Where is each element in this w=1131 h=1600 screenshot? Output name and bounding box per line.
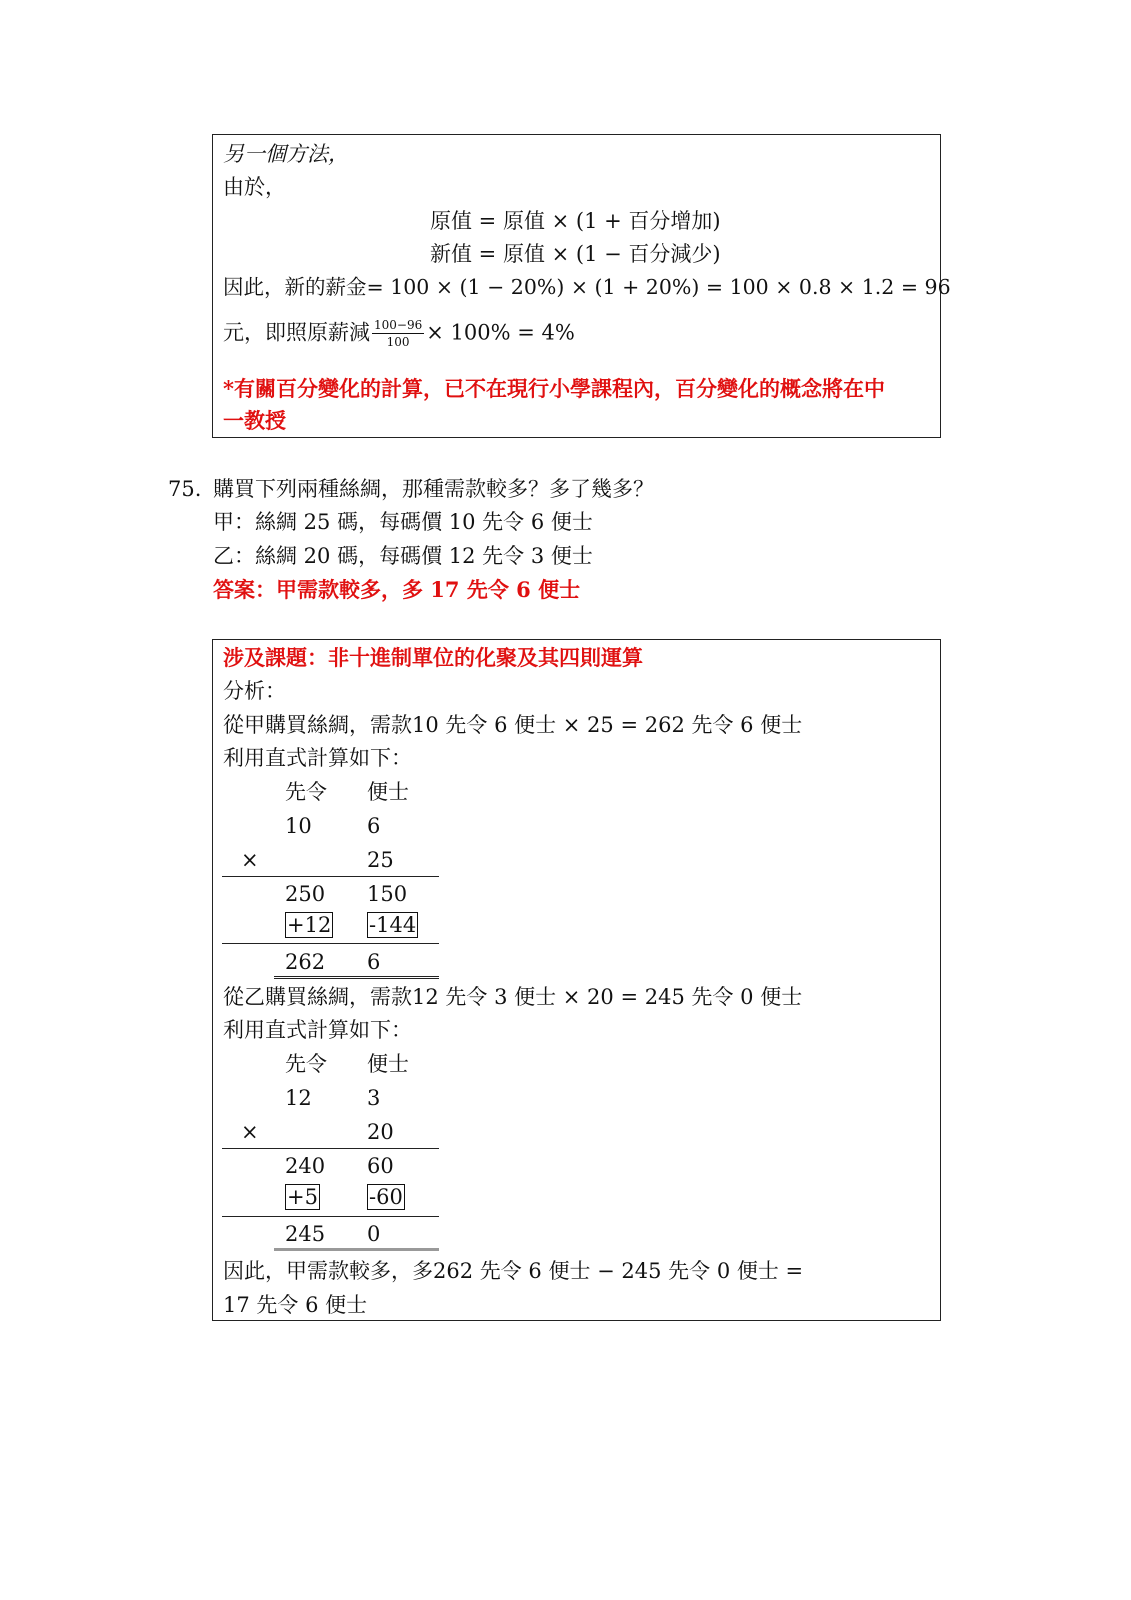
curriculum-note-line2: 一教授 xyxy=(223,408,286,433)
table-a-rule-1 xyxy=(222,876,439,877)
table-a-r5-pence: 6 xyxy=(367,950,381,974)
table-b-carry-shillings xyxy=(285,1187,320,1208)
table-b-rule-1 xyxy=(222,1148,439,1149)
table-a-double-rule xyxy=(274,976,439,979)
question-text: 購買下列兩種絲綢，那種需款較多？多了幾多？ xyxy=(213,477,654,501)
topic-heading: 涉及課題：非十進制單位的化聚及其四則運算 xyxy=(223,645,643,670)
conclusion-line1: 因此，甲需款較多，多262 先令 6 便士 − 245 先令 0 便士 = xyxy=(223,1259,804,1283)
curriculum-note-line1: *有關百分變化的計算，已不在現行小學課程內，百分變化的概念將在中 xyxy=(223,376,885,401)
table-a-rule-2 xyxy=(222,943,439,944)
table-a-carry-pence xyxy=(367,915,418,936)
method-label-a: 利用直式計算如下： xyxy=(223,746,412,770)
table-b-carry-shillings-box: +5 xyxy=(287,1185,318,1209)
percentage-result xyxy=(223,318,575,350)
table-b-r3-pence: 60 xyxy=(367,1154,394,1178)
table-a-header-pence: 便士 xyxy=(367,780,409,804)
table-a-r3-shillings: 250 xyxy=(285,882,326,906)
formula-decrease: 新值 = 原值 × (1 − 百分減少) xyxy=(430,242,721,266)
percentage-result-suffix: × 100% = 4% xyxy=(426,320,575,345)
fraction-denominator: 100 xyxy=(386,335,410,350)
table-a-multiplier: 25 xyxy=(367,848,394,872)
table-b-double-rule xyxy=(274,1248,439,1251)
table-a-times-sign: × xyxy=(241,848,259,872)
conclusion-line2: 17 先令 6 便士 xyxy=(223,1293,368,1317)
table-a-carry-shillings xyxy=(285,915,333,936)
method-label-b: 利用直式計算如下： xyxy=(223,1018,412,1042)
analysis-label: 分析： xyxy=(223,679,286,703)
formula-increase: 原值 = 原值 × (1 + 百分增加) xyxy=(430,209,721,233)
table-a-carry-shillings-box: +12 xyxy=(287,913,332,937)
fraction xyxy=(372,318,424,350)
calculation-a: 從甲購買絲綢，需款10 先令 6 便士 × 25 = 262 先令 6 便士 xyxy=(223,713,803,737)
table-a-r3-pence: 150 xyxy=(367,882,408,906)
calculation-b: 從乙購買絲綢，需款12 先令 3 便士 × 20 = 245 先令 0 便士 xyxy=(223,985,803,1009)
table-a-r1-shillings: 10 xyxy=(285,814,312,838)
table-b-r5-pence: 0 xyxy=(367,1222,381,1246)
table-b-times-sign: × xyxy=(241,1120,259,1144)
table-b-carry-pence-box: -60 xyxy=(369,1185,403,1209)
table-b-multiplier: 20 xyxy=(367,1120,394,1144)
table-b-r1-shillings: 12 xyxy=(285,1086,312,1110)
table-b-rule-2 xyxy=(222,1216,439,1217)
table-b-header-pence: 便士 xyxy=(367,1052,409,1076)
fraction-numerator: 100−96 xyxy=(372,318,424,334)
solution-box xyxy=(212,639,941,1321)
option-b: 乙：絲綢 20 碼，每碼價 12 先令 3 便士 xyxy=(213,544,593,568)
question-number: 75. xyxy=(168,477,202,501)
table-b-r1-pence: 3 xyxy=(367,1086,381,1110)
since-label: 由於， xyxy=(223,175,286,199)
alternative-method-heading: 另一個方法， xyxy=(223,142,349,166)
table-a-r1-pence: 6 xyxy=(367,814,381,838)
table-b-r5-shillings: 245 xyxy=(285,1222,326,1246)
new-salary-calculation: 因此，新的薪金= 100 × (1 − 20%) × (1 + 20%) = 100 × 0.8 × 1.2 = 96 xyxy=(223,275,951,299)
table-b-header-shillings: 先令 xyxy=(285,1052,327,1076)
option-a: 甲：絲綢 25 碼，每碼價 10 先令 6 便士 xyxy=(213,510,593,534)
table-a-header-shillings: 先令 xyxy=(285,780,327,804)
table-a-r5-shillings: 262 xyxy=(285,950,326,974)
answer: 答案：甲需款較多，多 17 先令 6 便士 xyxy=(213,577,581,602)
table-a-carry-pence-box: -144 xyxy=(369,913,417,937)
percentage-result-prefix: 元，即照原薪減 xyxy=(223,320,370,345)
table-b-carry-pence xyxy=(367,1187,405,1208)
table-b-r3-shillings: 240 xyxy=(285,1154,326,1178)
